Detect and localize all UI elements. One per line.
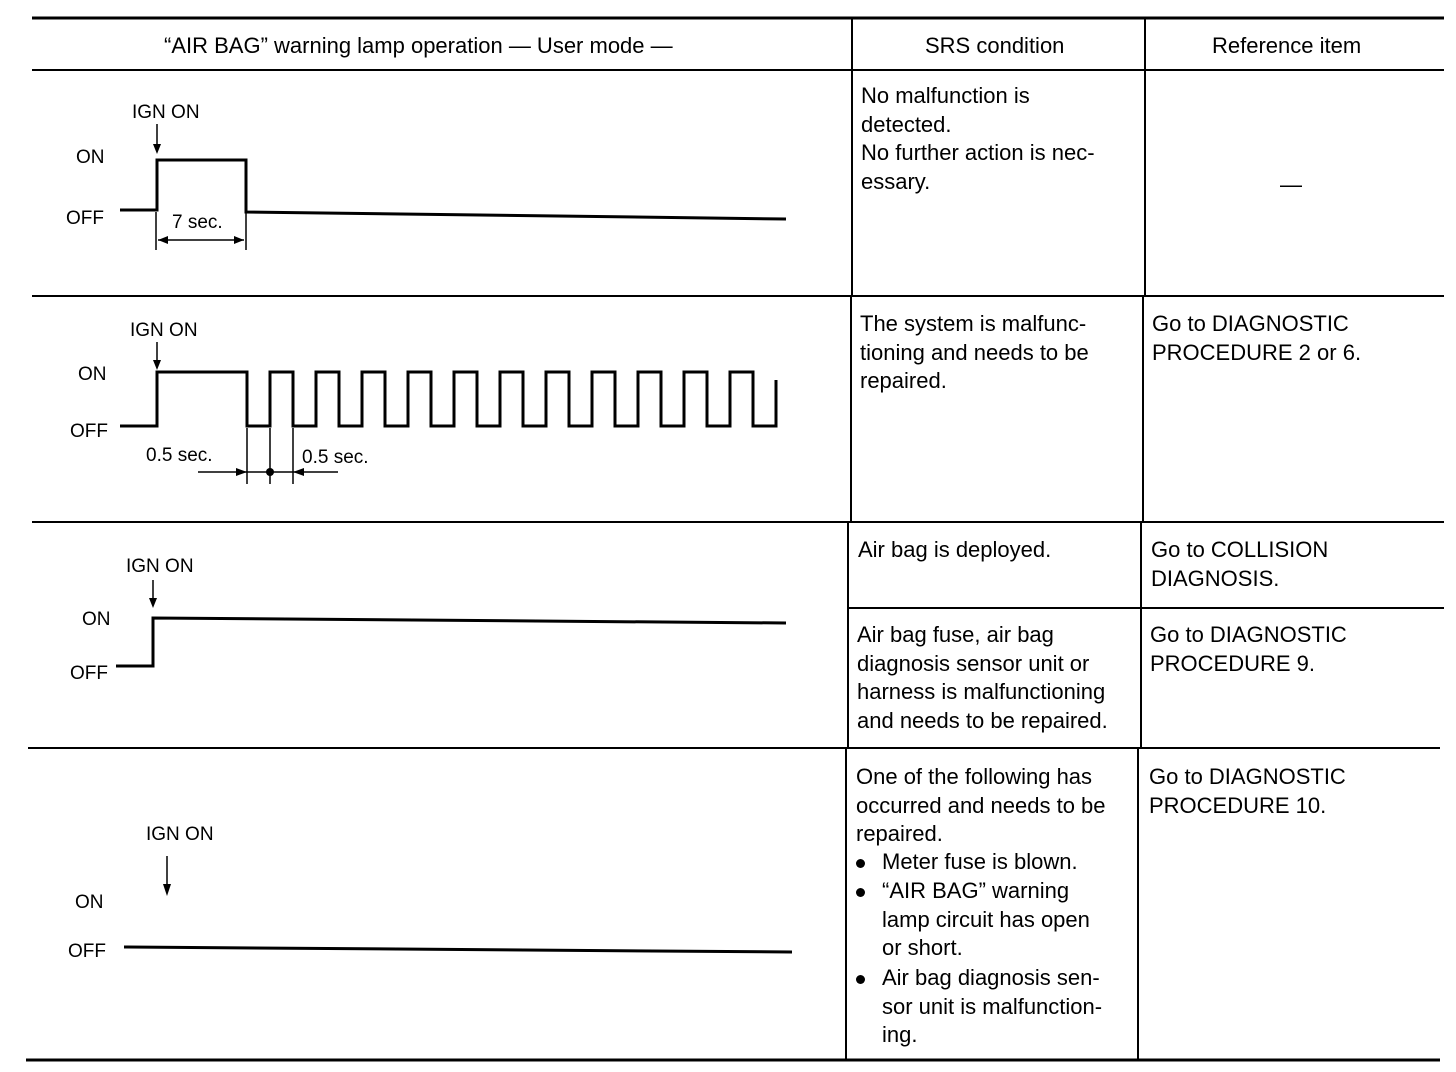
lamp-diagram-row-4: [68, 824, 792, 962]
condition-line: Air bag is deployed.: [858, 537, 1052, 562]
condition-line: essary.: [861, 168, 931, 194]
pulse-label-left: 0.5 sec.: [146, 445, 213, 466]
srs-condition-row-3b: [857, 621, 1108, 735]
bullet-dot-icon: [856, 975, 865, 984]
condition-line: and needs to be repaired.: [857, 707, 1108, 733]
condition-line: One of the following has: [856, 764, 1093, 789]
bullet-line: lamp circuit has open: [882, 906, 1090, 932]
reference-row-3a: [1151, 536, 1328, 593]
condition-line: harness is malfunctioning: [857, 679, 1106, 704]
lamp-diagram-row-1: [66, 102, 786, 250]
condition-line: repaired.: [856, 821, 943, 846]
duration-label: 7 sec.: [172, 212, 223, 233]
srs-condition-row-2: [860, 310, 1089, 396]
pulse-label-right: 0.5 sec.: [302, 447, 369, 468]
reference-line: PROCEDURE 9.: [1150, 650, 1316, 676]
bullet-line: ing.: [882, 1022, 918, 1047]
ign-on-label: IGN ON: [126, 556, 194, 577]
reference-line: Go to DIAGNOSTIC: [1150, 622, 1347, 647]
lamp-diagram-row-3: [70, 556, 786, 684]
bullet-line: Meter fuse is blown.: [882, 849, 1078, 874]
reference-line: Go to COLLISION: [1151, 537, 1329, 562]
lamp-diagram-row-2: [70, 320, 776, 484]
bullet-line: or short.: [882, 935, 963, 960]
bullet-line: Air bag diagnosis sen-: [882, 965, 1100, 990]
condition-line: diagnosis sensor unit or: [857, 650, 1090, 676]
reference-row-2: [1152, 310, 1361, 367]
off-label: OFF: [66, 208, 104, 229]
ign-on-label: IGN ON: [130, 320, 198, 341]
srs-condition-row-4: [856, 763, 1106, 849]
condition-line: Air bag fuse, air bag: [857, 622, 1054, 647]
header-operation: “AIR BAG” warning lamp operation — User mode —: [164, 33, 673, 58]
condition-line: The system is malfunc-: [860, 311, 1087, 336]
on-label: ON: [76, 147, 105, 168]
reference-row-4: [1149, 763, 1346, 820]
bullet-line: sor unit is malfunction-: [882, 993, 1103, 1019]
reference-row-1: [1280, 171, 1302, 200]
reference-line: Go to DIAGNOSTIC: [1152, 311, 1349, 336]
reference-line: —: [1280, 172, 1302, 197]
srs-condition-row-3a: [858, 536, 1051, 565]
srs-condition-row-1: [861, 82, 1095, 196]
on-label: ON: [75, 892, 104, 913]
condition-line: No further action is nec-: [861, 140, 1095, 165]
reference-line: PROCEDURE 10.: [1149, 792, 1327, 818]
condition-line: detected.: [861, 111, 952, 137]
reference-line: DIAGNOSIS.: [1151, 565, 1280, 591]
condition-line: occurred and needs to be: [856, 792, 1106, 818]
reference-line: PROCEDURE 2 or 6.: [1152, 339, 1362, 365]
bullet-line: “AIR BAG” warning: [882, 878, 1070, 903]
off-label: OFF: [70, 421, 108, 442]
off-label: OFF: [70, 663, 108, 684]
condition-line: tioning and needs to be: [860, 339, 1089, 365]
header-srs-condition: SRS condition: [925, 33, 1065, 58]
condition-line: No malfunction is: [861, 83, 1030, 108]
header-reference-item: Reference item: [1212, 33, 1362, 58]
off-label: OFF: [68, 941, 106, 962]
reference-row-3b: [1150, 621, 1347, 678]
condition-line: repaired.: [860, 368, 947, 393]
on-label: ON: [82, 609, 111, 630]
ign-on-label: IGN ON: [132, 102, 200, 123]
bullet-dot-icon: [856, 888, 865, 897]
bullet-dot-icon: [856, 859, 865, 868]
ign-on-label: IGN ON: [146, 824, 214, 845]
reference-line: Go to DIAGNOSTIC: [1149, 764, 1346, 789]
on-label: ON: [78, 364, 107, 385]
